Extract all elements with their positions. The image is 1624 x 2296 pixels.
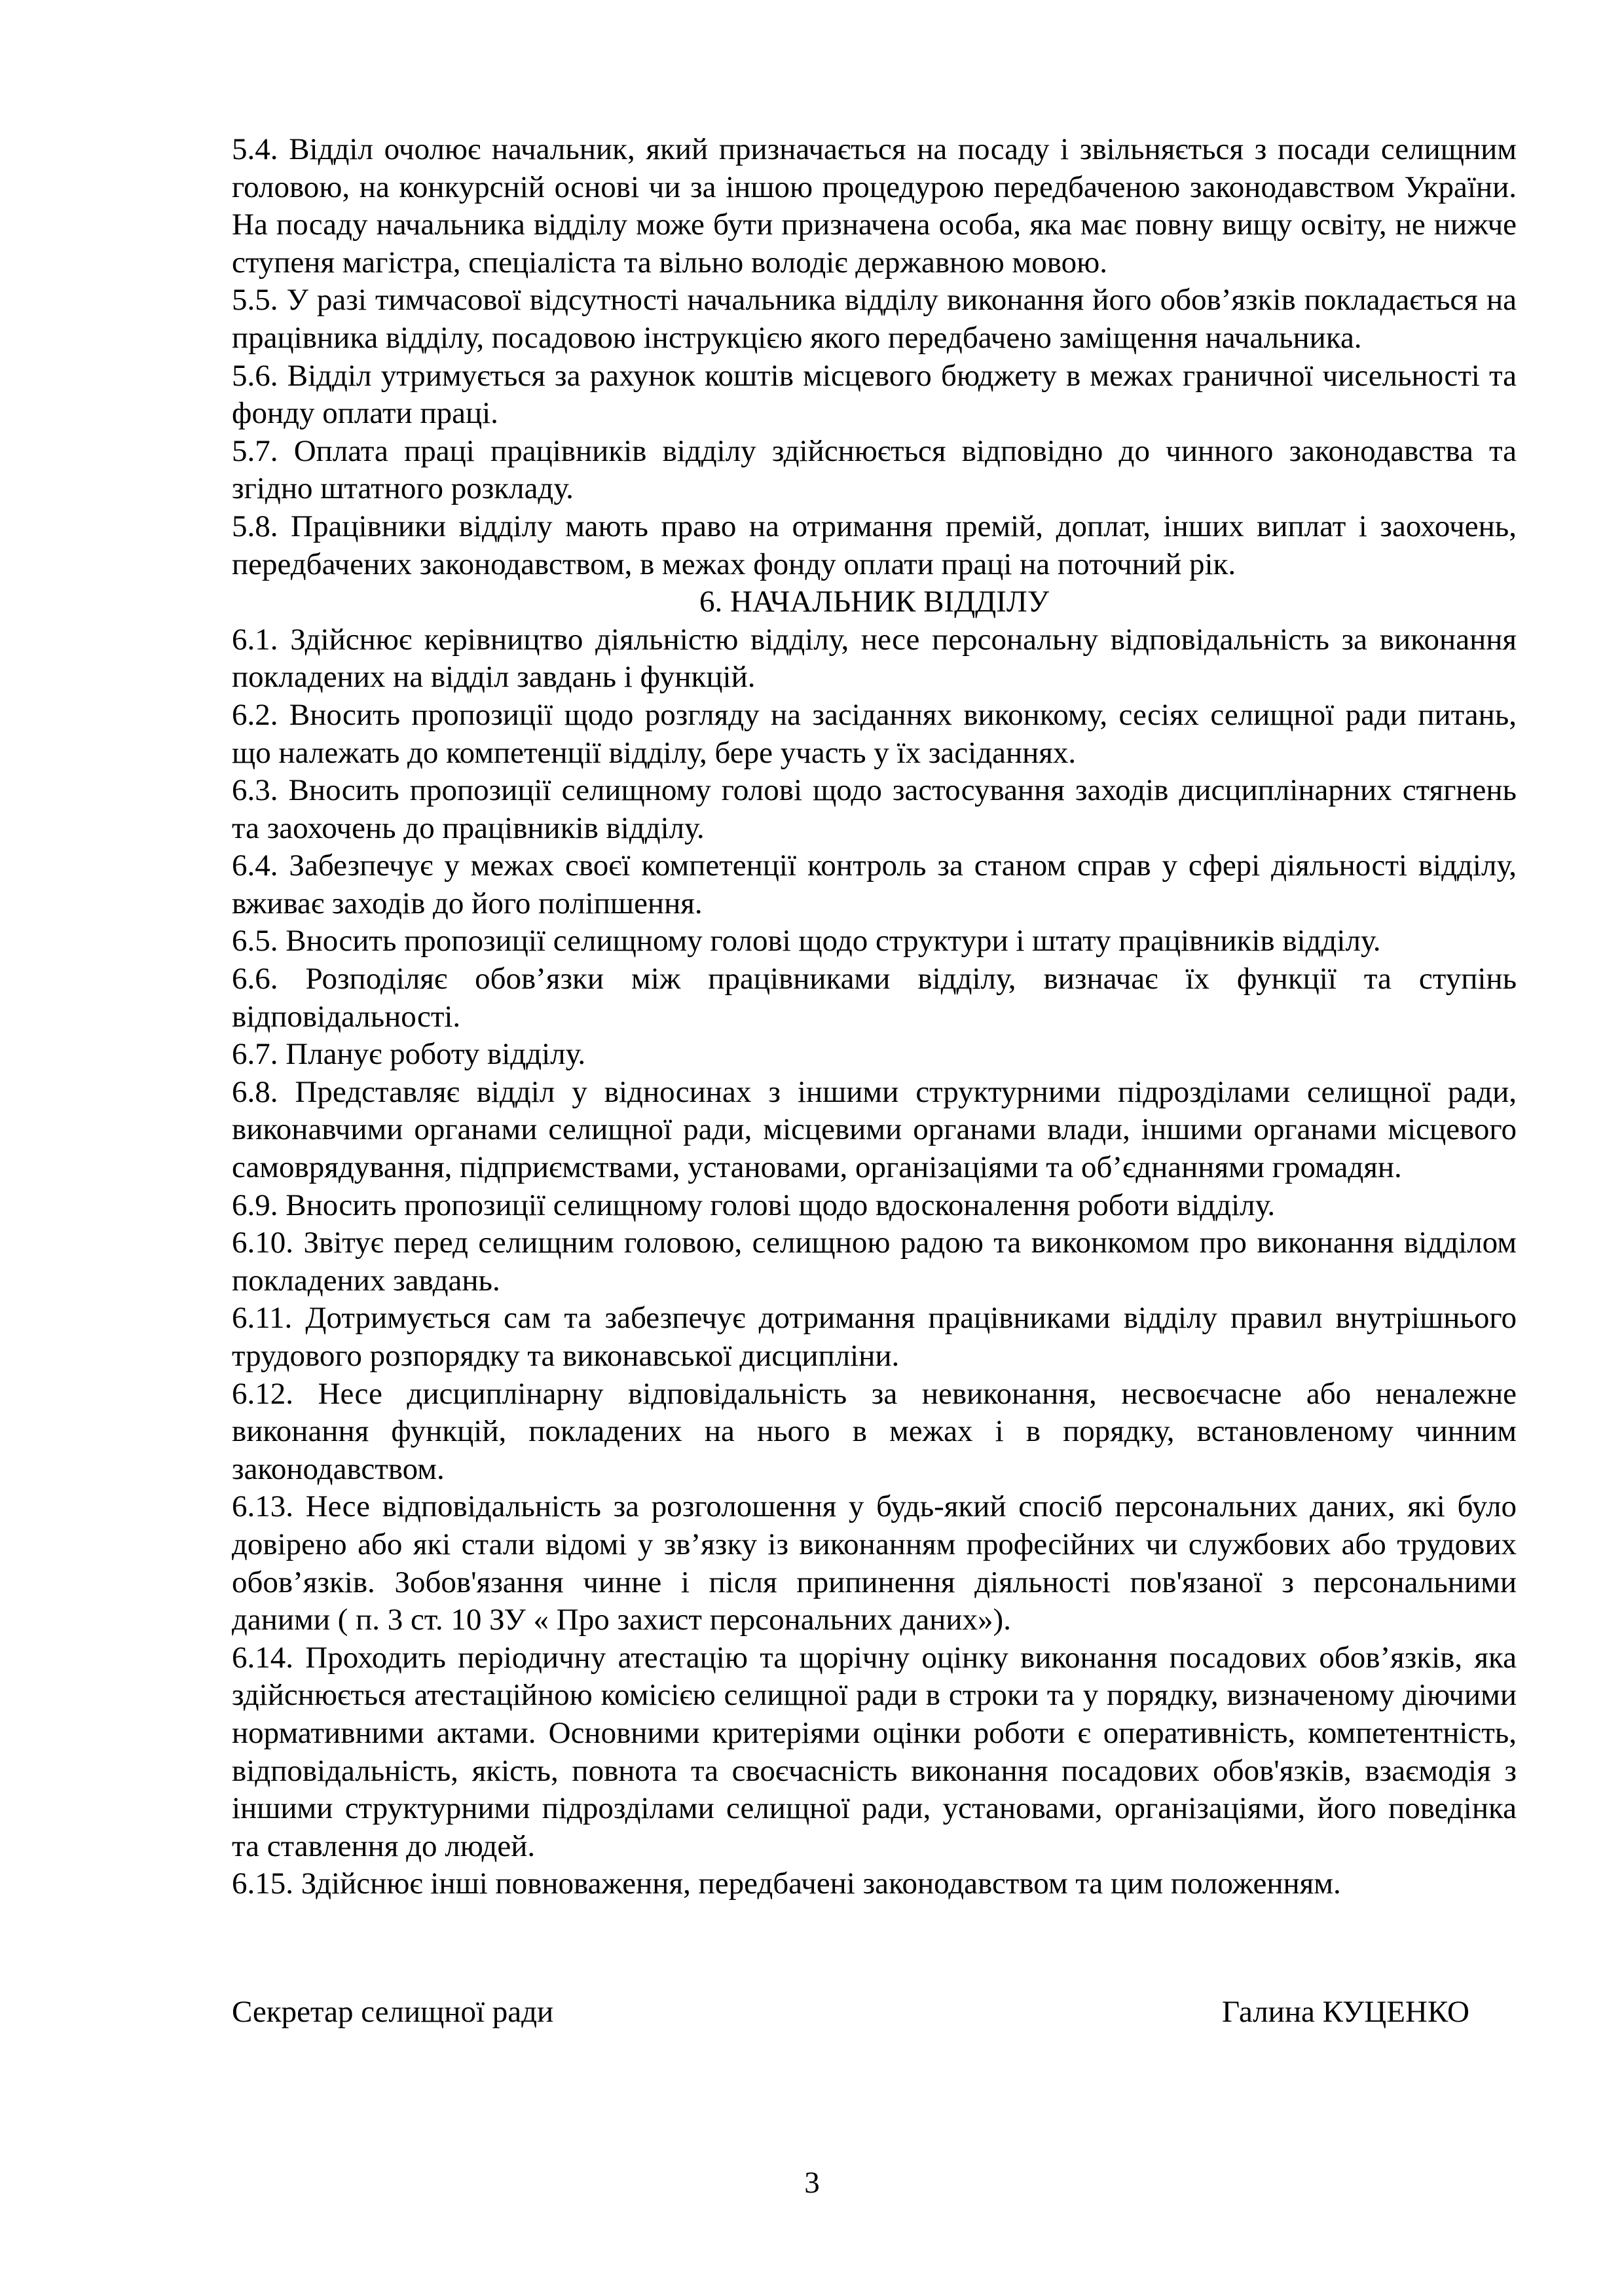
paragraph-5-8: 5.8. Працівники відділу мають право на отримання премій, доплат, інших виплат і заохочень, передбачених законодавством, в межах фонду оплати праці на поточний рік. (232, 509, 1517, 581)
paragraph-6-11: 6.11. Дотримується сам та забезпечує дотримання працівниками відділу правил внутрішнього трудового розпорядку та виконавської дисципліни. (232, 1301, 1517, 1373)
paragraph-6-14: 6.14. Проходить періодичну атестацію та щорічну оцінку виконання посадових обов’язків, яка здійснюється атестаційною комісією селищної ради в строки та у порядку, визначеному діючими нормативними актами. Основними критеріями оцінки роботи є оперативність, компетентність, відповідальність, якість, повнота та своєчасність виконання посадових обов'язків, взаємодія з іншими структурними підрозділами селищної ради, установами, організаціями, його поведінка та ставлення до людей. (232, 1640, 1517, 1863)
paragraph-6-7: 6.7. Планує роботу відділу. (232, 1037, 586, 1072)
page-number: 3 (804, 2166, 820, 2200)
paragraph-6-6: 6.6. Розподіляє обов’язки між працівниками відділу, визначає їх функції та ступінь відповідальності. (232, 962, 1517, 1034)
document-body (232, 131, 1517, 1903)
paragraph-5-5: 5.5. У разі тимчасової відсутності начальника відділу виконання його обов’язків покладається на працівника відділу, посадовою інструкцією якого передбачено заміщення начальника. (232, 283, 1517, 355)
paragraph-6-1: 6.1. Здійснює керівництво діяльністю відділу, несе персональну відповідальність за виконання покладених на відділ завдань і функцій. (232, 622, 1517, 695)
paragraph-5-7: 5.7. Оплата праці працівників відділу здійснюється відповідно до чинного законодавства та згідно штатного розкладу. (232, 433, 1517, 506)
paragraph-6-4: 6.4. Забезпечує у межах своєї компетенції контроль за станом справ у сфері діяльності відділу, вживає заходів до його поліпшення. (232, 848, 1517, 920)
paragraph-6-10: 6.10. Звітує перед селищним головою, селищною радою та виконкомом про виконання відділом покладених завдань. (232, 1226, 1517, 1298)
paragraph-5-6: 5.6. Відділ утримується за рахунок коштів місцевого бюджету в межах граничної чисельності та фонду оплати праці. (232, 358, 1517, 431)
section-6-heading: 6. НАЧАЛЬНИК ВІДДІЛУ (699, 585, 1049, 619)
paragraph-6-5: 6.5. Вносить пропозиції селищному голові щодо структури і штату працівників відділу. (232, 924, 1381, 958)
paragraph-6-9: 6.9. Вносить пропозиції селищному голові щодо вдосконалення роботи відділу. (232, 1188, 1276, 1222)
paragraph-5-4: 5.4. Відділ очолює начальник, який призначається на посаду і звільняється з посади селищним головою, на конкурсній основі чи за іншою процедурою передбаченою законодавством України. На посаду начальника відділу може бути призначена особа, яка має повну вищу освіту, не нижче ступеня магістра, спеціаліста та вільно володіє державною мовою. (232, 132, 1517, 280)
paragraph-6-2: 6.2. Вносить пропозиції щодо розгляду на засіданнях виконкому, сесіях селищної ради питань, що належать до компетенції відділу, бере участь у їх засіданнях. (232, 697, 1517, 770)
paragraph-6-15: 6.15. Здійснює інші повноваження, передбачені законодавством та цим положенням. (232, 1867, 1341, 1901)
paragraph-6-8: 6.8. Представляє відділ у відносинах з іншими структурними підрозділами селищної ради, виконавчими органами селищної ради, місцевими органами влади, іншими органами місцевого самоврядування, підприємствами, установами, організаціями та об’єднаннями громадян. (232, 1074, 1517, 1185)
signatory-name: Галина КУЦЕНКО (1221, 1995, 1469, 2029)
paragraph-6-12: 6.12. Несе дисциплінарну відповідальність за невиконання, несвоєчасне або неналежне виконання функцій, покладених на нього в межах і в порядку, встановленому чинним законодавством. (232, 1376, 1517, 1486)
signatory-position: Секретар селищної ради (232, 1995, 554, 2029)
paragraph-6-13: 6.13. Несе відповідальність за розголошення у будь-який спосіб персональних даних, які було довірено або які стали відомі у зв’язку із виконанням професійних чи службових або трудових обов’язків. Зобов'язання чинне і після припинення діяльності пов'язаної з персональними даними ( п. 3 ст. 10 ЗУ « Про захист персональних даних»). (232, 1489, 1517, 1637)
paragraph-6-3: 6.3. Вносить пропозиції селищному голові щодо застосування заходів дисциплінарних стягнень та заохочень до працівників відділу. (232, 773, 1517, 845)
